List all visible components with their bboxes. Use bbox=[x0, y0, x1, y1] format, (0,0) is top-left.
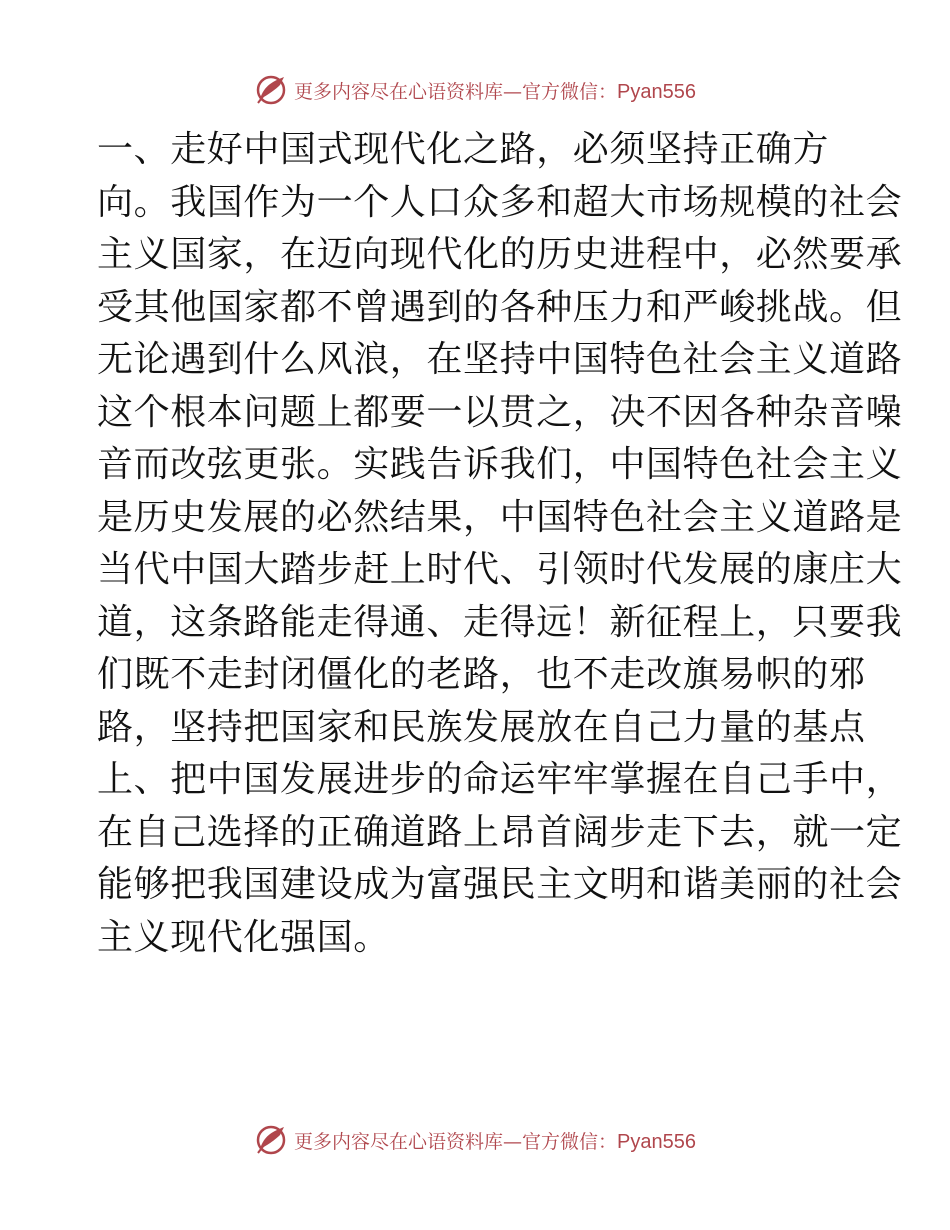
article-line: 受其他国家都不曾遇到的各种压力和严峻挑战。但 bbox=[97, 286, 903, 328]
watermark-text: 更多内容尽在心语资料库—官方微信：Pyan556 bbox=[294, 1130, 696, 1153]
article-body bbox=[97, 124, 903, 964]
pen-nib-logo-icon bbox=[254, 73, 288, 107]
article-line: 主义现代化强国。 bbox=[97, 916, 390, 958]
watermark-wechat-id: Pyan556 bbox=[617, 80, 696, 103]
article-line: 一、走好中国式现代化之路，必须坚持正确方 bbox=[97, 129, 830, 170]
article-line: 路，坚持把国家和民族发展放在自己力量的基点 bbox=[97, 706, 866, 748]
article-line: 这个根本问题上都要一以贯之，决不因各种杂音噪 bbox=[97, 391, 903, 433]
article-line: 无论遇到什么风浪，在坚持中国特色社会主义道路 bbox=[97, 339, 903, 380]
watermark-wechat-id: Pyan556 bbox=[617, 1130, 696, 1153]
article-line: 能够把我国建设成为富强民主文明和谐美丽的社会 bbox=[97, 864, 903, 905]
pen-nib-logo-icon bbox=[254, 1123, 288, 1157]
header-watermark bbox=[0, 70, 950, 110]
article-line: 在自己选择的正确道路上昂首阔步走下去，就一定 bbox=[97, 811, 903, 853]
article-line: 主义国家，在迈向现代化的历史进程中，必然要承 bbox=[97, 234, 903, 275]
footer-watermark bbox=[0, 1120, 950, 1160]
article-line: 音而改弦更张。实践告诉我们，中国特色社会主义 bbox=[97, 444, 903, 485]
article-line: 当代中国大踏步赶上时代、引领时代发展的康庄大 bbox=[97, 549, 903, 590]
article-line: 上、把中国发展进步的命运牢牢掌握在自己手中， bbox=[97, 759, 903, 800]
watermark-text: 更多内容尽在心语资料库—官方微信：Pyan556 bbox=[294, 80, 696, 103]
article-line: 道，这条路能走得通、走得远！新征程上，只要我 bbox=[97, 601, 903, 643]
article-line: 们既不走封闭僵化的老路，也不走改旗易帜的邪 bbox=[97, 654, 866, 695]
article-line: 向。我国作为一个人口众多和超大市场规模的社会 bbox=[97, 181, 903, 223]
article-line: 是历史发展的必然结果，中国特色社会主义道路是 bbox=[97, 496, 903, 538]
